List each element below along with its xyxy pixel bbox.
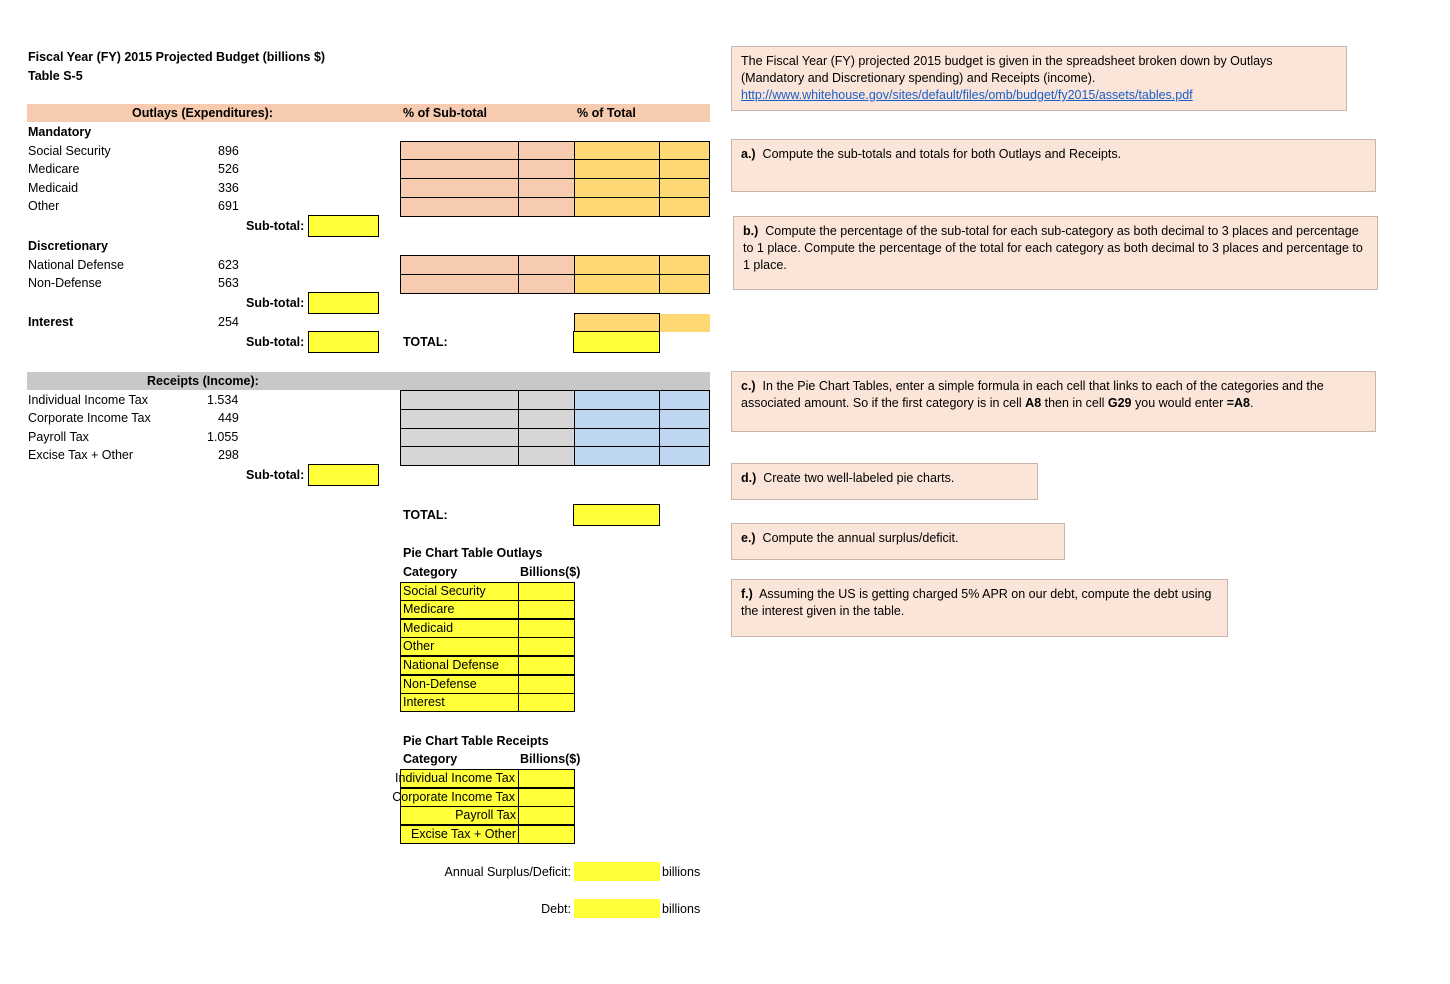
pie-outlays-title: Pie Chart Table Outlays [403, 546, 543, 560]
subtotal-label: Sub-total: [246, 219, 305, 233]
pct-total-percent-cell[interactable] [659, 428, 710, 447]
pie-outlays-col-category: Category [403, 565, 458, 579]
pie-outlays-category-cell[interactable]: Non-Defense [400, 675, 519, 694]
interest-subtotal-cell[interactable] [308, 331, 379, 353]
outlay-name: Medicaid [28, 181, 79, 195]
receipts-header: Receipts (Income): [147, 374, 259, 388]
receipts-subtotal-cell[interactable] [308, 464, 379, 486]
pie-outlays-value-cell[interactable] [518, 656, 575, 675]
task-f-note [731, 579, 1228, 637]
task-c-cell-ref: A8 [1025, 396, 1042, 410]
pie-receipts-col-category: Category [403, 752, 458, 766]
pie-outlays-value-cell[interactable] [518, 600, 575, 619]
outlay-name: Non-Defense [28, 276, 102, 290]
outlay-name: National Defense [28, 258, 124, 272]
task-b-text: Compute the percentage of the sub-total for each sub-category as both decimal to 3 places and percentage to 1 place. Compute the percentage of the total for each category as both decimal to 3 places and percentage to 1 place. [743, 224, 1363, 272]
outlays-total-cell[interactable] [573, 331, 660, 353]
task-f-label: f.) [741, 587, 753, 601]
surplus-unit: billions [662, 865, 701, 879]
pct-subtotal-percent-cell[interactable] [518, 197, 575, 217]
outlay-value: 563 [218, 276, 239, 290]
page-title: Fiscal Year (FY) 2015 Projected Budget (billions $) [28, 50, 326, 64]
receipt-value: 449 [218, 411, 239, 425]
subtotal-label: Sub-total: [246, 335, 305, 349]
pct-subtotal-decimal-cell[interactable] [400, 197, 519, 217]
pie-receipts-title: Pie Chart Table Receipts [403, 734, 549, 748]
outlay-name: Medicare [28, 162, 80, 176]
col-pct-total: % of Total [577, 106, 636, 120]
task-e-label: e.) [741, 531, 756, 545]
pct-subtotal-percent-cell[interactable] [518, 409, 575, 429]
pie-receipts-value-cell[interactable] [518, 825, 575, 844]
debt-cell[interactable] [574, 899, 660, 918]
pie-outlays-col-billions: Billions($) [520, 565, 581, 579]
pct-subtotal-percent-cell[interactable] [518, 274, 575, 294]
pct-total-decimal-cell[interactable] [574, 428, 660, 447]
pie-outlays-category-cell[interactable]: Medicare [400, 600, 519, 619]
interest-label: Interest [28, 315, 74, 329]
outlay-value: 623 [218, 258, 239, 272]
pct-total-decimal-cell[interactable] [574, 159, 660, 179]
outlays-total-label: TOTAL: [403, 335, 448, 349]
task-b-label: b.) [743, 224, 759, 238]
pie-outlays-value-cell[interactable] [518, 675, 575, 694]
receipts-header-band [27, 372, 710, 390]
task-c-text: In the Pie Chart Tables, enter a simple formula in each cell that links to each of the categories and the associated amount. So if the first category is in cell [741, 379, 1324, 410]
pie-outlays-category-cell[interactable]: Medicaid [400, 619, 519, 638]
outlay-value: 526 [218, 162, 239, 176]
task-a-text: Compute the sub-totals and totals for both Outlays and Receipts. [762, 147, 1122, 161]
subtotal-label: Sub-total: [246, 468, 305, 482]
task-c-text: . [1250, 396, 1254, 410]
pie-receipts-category-text: Corporate Income Tax [392, 790, 515, 804]
outlay-value: 691 [218, 199, 239, 213]
task-a-label: a.) [741, 147, 756, 161]
pie-outlays-category-cell[interactable]: Other [400, 637, 519, 656]
task-c-label: c.) [741, 379, 756, 393]
pie-receipts-value-cell[interactable] [518, 788, 575, 807]
source-link[interactable]: http://www.whitehouse.gov/sites/default/files/omb/budget/fy2015/assets/tables.pdf [741, 88, 1193, 102]
debt-label: Debt: [541, 902, 571, 916]
task-d-text: Create two well-labeled pie charts. [763, 471, 955, 485]
pct-total-percent-cell[interactable] [659, 159, 710, 179]
pct-subtotal-decimal-cell[interactable] [400, 409, 519, 429]
task-d-label: d.) [741, 471, 757, 485]
task-c-cell-ref: G29 [1107, 396, 1132, 410]
pct-total-percent-cell[interactable] [659, 255, 710, 275]
receipt-value: 1.534 [207, 393, 239, 407]
task-a-note [731, 139, 1376, 192]
pie-outlays-value-cell[interactable] [518, 582, 575, 601]
pct-total-percent-cell[interactable] [659, 409, 710, 429]
pct-subtotal-percent-cell[interactable] [518, 255, 575, 275]
receipts-total-label: TOTAL: [403, 508, 448, 522]
task-c-formula: =A8 [1226, 396, 1250, 410]
task-d-note [731, 463, 1038, 500]
receipt-value: 1.055 [207, 430, 239, 444]
pct-subtotal-percent-cell[interactable] [518, 428, 575, 447]
pct-total-decimal-cell[interactable] [574, 274, 660, 294]
task-c-note [731, 371, 1376, 432]
subtotal-label: Sub-total: [246, 296, 305, 310]
pct-subtotal-decimal-cell[interactable] [400, 390, 519, 410]
pct-subtotal-decimal-cell[interactable] [400, 446, 519, 466]
pct-total-percent-cell[interactable] [659, 141, 710, 160]
mandatory-subtotal-cell[interactable] [308, 215, 379, 237]
pct-total-percent-cell[interactable] [659, 274, 710, 294]
pct-subtotal-decimal-cell[interactable] [400, 428, 519, 447]
pct-total-decimal-cell[interactable] [574, 390, 660, 410]
outlay-name: Other [28, 199, 60, 213]
outlay-value: 896 [218, 144, 239, 158]
interest-value: 254 [218, 315, 239, 329]
pct-subtotal-decimal-cell[interactable] [400, 141, 519, 160]
interest-pct-total-percent-cell[interactable] [660, 314, 710, 332]
pct-total-percent-cell[interactable] [659, 390, 710, 410]
receipt-value: 298 [218, 448, 239, 462]
task-b-note [733, 216, 1378, 290]
pct-total-decimal-cell[interactable] [574, 141, 660, 160]
pct-total-percent-cell[interactable] [659, 178, 710, 198]
receipt-name: Corporate Income Tax [28, 411, 151, 425]
pct-subtotal-percent-cell[interactable] [518, 390, 575, 410]
task-c-text: then in cell [1041, 396, 1108, 410]
pct-total-percent-cell[interactable] [659, 446, 710, 466]
receipt-name: Payroll Tax [28, 430, 89, 444]
pct-subtotal-percent-cell[interactable] [518, 446, 575, 466]
pct-total-decimal-cell[interactable] [574, 446, 660, 466]
discretionary-subtotal-cell[interactable] [308, 292, 379, 314]
table-label: Table S-5 [28, 69, 83, 83]
pie-outlays-category-cell[interactable]: National Defense [400, 656, 519, 675]
outlay-value: 336 [218, 181, 239, 195]
pie-receipts-value-cell[interactable] [518, 769, 575, 788]
pct-total-percent-cell[interactable] [659, 197, 710, 217]
discretionary-label: Discretionary [28, 239, 108, 253]
outlay-name: Social Security [28, 144, 111, 158]
pie-receipts-category-cell[interactable]: Excise Tax + Other [400, 825, 519, 844]
pie-outlays-value-cell[interactable] [518, 637, 575, 656]
pie-outlays-category-cell[interactable]: Interest [400, 693, 519, 712]
pct-subtotal-decimal-cell[interactable] [400, 159, 519, 179]
pct-subtotal-decimal-cell[interactable] [400, 178, 519, 198]
pct-subtotal-percent-cell[interactable] [518, 141, 575, 160]
pie-outlays-category-cell[interactable]: Social Security [400, 582, 519, 601]
receipt-name: Excise Tax + Other [28, 448, 134, 462]
pct-subtotal-percent-cell[interactable] [518, 178, 575, 198]
surplus-cell[interactable] [574, 862, 660, 881]
pct-total-decimal-cell[interactable] [574, 255, 660, 275]
task-c-text: you would enter [1131, 396, 1227, 410]
pct-total-decimal-cell[interactable] [574, 409, 660, 429]
pie-outlays-value-cell[interactable] [518, 693, 575, 712]
pct-subtotal-decimal-cell[interactable] [400, 274, 519, 294]
pct-total-decimal-cell[interactable] [574, 197, 660, 217]
pie-receipts-col-billions: Billions($) [520, 752, 581, 766]
pie-receipts-category-text: Individual Income Tax [395, 771, 515, 785]
pct-subtotal-percent-cell[interactable] [518, 159, 575, 179]
pie-receipts-value-cell[interactable] [518, 806, 575, 825]
task-e-text: Compute the annual surplus/deficit. [762, 531, 959, 545]
pct-total-decimal-cell[interactable] [574, 178, 660, 198]
receipts-total-cell[interactable] [573, 504, 660, 526]
outlays-header: Outlays (Expenditures): [132, 106, 273, 120]
pct-subtotal-decimal-cell[interactable] [400, 255, 519, 275]
surplus-label: Annual Surplus/Deficit: [444, 865, 571, 879]
debt-unit: billions [662, 902, 701, 916]
task-f-text: Assuming the US is getting charged 5% APR on our debt, compute the debt using the interest given in the table. [741, 587, 1212, 618]
task-e-note [731, 523, 1065, 560]
receipt-name: Individual Income Tax [28, 393, 148, 407]
col-pct-subtotal: % of Sub-total [403, 106, 488, 120]
interest-pct-total-decimal-cell[interactable] [574, 313, 660, 333]
pie-receipts-category-cell[interactable]: Payroll Tax [400, 806, 519, 825]
intro-note [731, 46, 1347, 111]
pie-outlays-value-cell[interactable] [518, 619, 575, 638]
intro-text: The Fiscal Year (FY) projected 2015 budget is given in the spreadsheet broken down by Outlays (Mandatory and Discretionary spending) and Receipts (income). [741, 54, 1273, 85]
mandatory-label: Mandatory [28, 125, 92, 139]
